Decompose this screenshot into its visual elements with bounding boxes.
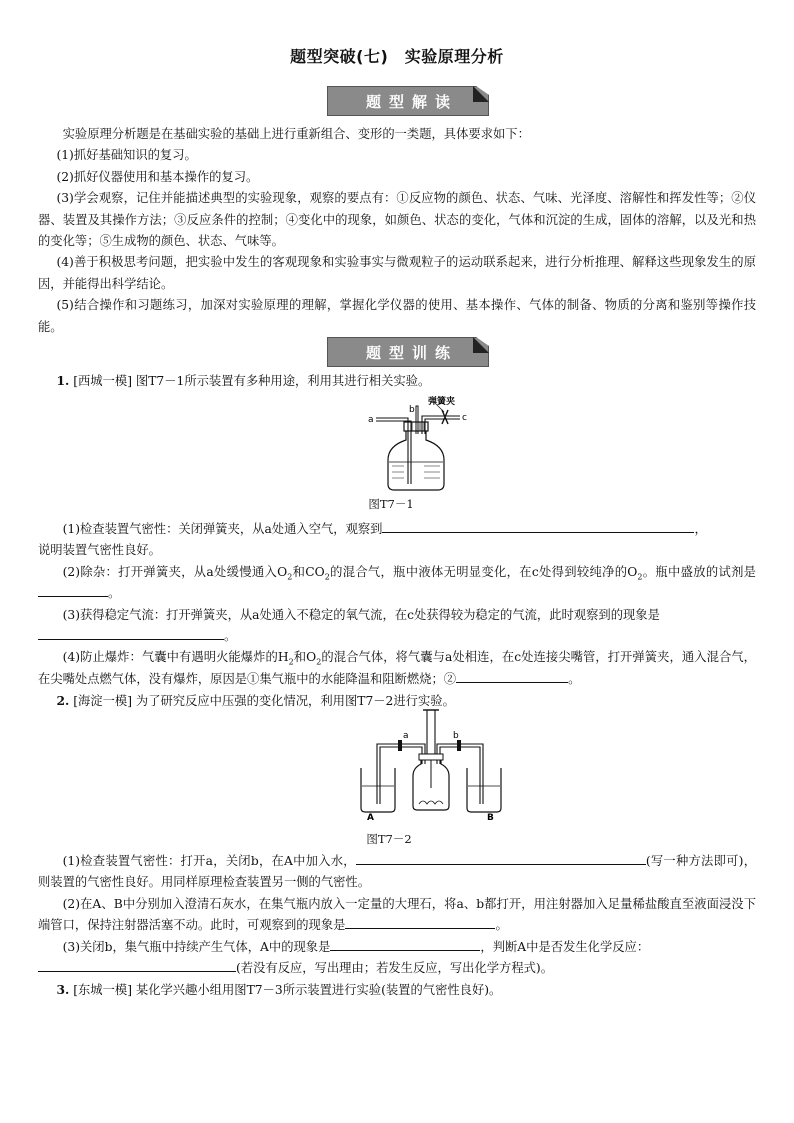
- intro-item: (2)抓好仪器使用和基本操作的复习。: [56, 169, 259, 184]
- beaker-a: [361, 768, 395, 812]
- intro-lead: 实验原理分析题是在基础实验的基础上进行重新组合、变形的一类题，具体要求如下：: [62, 127, 530, 141]
- question-number: 2.: [56, 693, 70, 709]
- intro-section: [38, 124, 756, 338]
- syringe: [427, 710, 435, 754]
- figure-caption: 图T7－2: [366, 832, 412, 846]
- answer-blank[interactable]: [38, 583, 108, 597]
- label-clip: 弹簧夹: [428, 397, 456, 407]
- label-B: B: [487, 813, 494, 820]
- q2-part1-text: (1)检查装置气密性：打开a，关闭b，在A中加入水，: [62, 854, 356, 868]
- answer-blank[interactable]: [456, 669, 568, 683]
- q1-part1-punct: ，: [694, 522, 707, 536]
- answer-blank[interactable]: [38, 958, 236, 972]
- figure-caption: 图T7－1: [368, 497, 414, 511]
- beaker-b: [467, 768, 501, 812]
- section-banner-intro: [327, 86, 489, 116]
- bottle-outline: [388, 430, 444, 490]
- q3-stem-text: [东城一模] 某化学兴趣小组用图T7－3所示装置进行实验(装置的气密性良好)。: [73, 983, 502, 998]
- label-b: b: [453, 731, 459, 741]
- label-a: a: [368, 415, 374, 425]
- question-number: 1.: [56, 373, 70, 388]
- q1-part4-text: (4)防止爆炸：气囊中有遇明火能爆炸的H: [62, 650, 289, 665]
- answer-blank[interactable]: [38, 626, 224, 640]
- figure-t7-2: [351, 708, 511, 820]
- page-title: 题型突破(七) 实验原理分析: [290, 47, 504, 66]
- banner-label: 题型解读: [365, 92, 458, 111]
- question-number: 3.: [56, 982, 70, 998]
- clip-b: [457, 740, 461, 751]
- q2-stem-text: [海淀一模] 为了研究反应中压强的变化情况，利用图T7－2进行实验。: [73, 694, 455, 709]
- q2-body: (1)检查装置气密性：打开a，关闭b，在A中加入水， (写一种方法即可)，则装置的气密性良好。用同样原理检查装置另一侧的气密性。 (2)在A、B中分别加入澄清石灰水，在集气瓶内放入一定量的大理石，将a、b都打开，用注射器加入足量稀盐酸直至液面浸没下端管口，保持注射器活塞不动。此时，可观察到的现象是 。 (3)关闭b，集气瓶中持续产生气体，A中的现象是 ，判断A中是否发生化学反应： (若没有反应，写出理由；若发生反应，写出化学方程式)。 3. [东城一模] 某化学兴趣小组用图T7－3所示装置进行实验(装置的气密性良好)。: [38, 851, 756, 1002]
- figure-t7-1: [368, 394, 478, 494]
- intro-item: (4)善于积极思考问题，把实验中发生的客观现象和实验事实与微观粒子的运动联系起来，进行分析推理、解释这些现象发生的原因，并能得出科学结论。: [38, 255, 756, 291]
- intro-item: (5)结合操作和习题练习，加深对实验原理的理解，掌握化学仪器的使用、基本操作、气体的制备、物质的分离和鉴别等操作技能。: [38, 298, 756, 334]
- answer-blank[interactable]: [330, 937, 480, 951]
- clip-a: [398, 740, 402, 751]
- q1-part1-text: (1)检查装置气密性：关闭弹簧夹，从a处通入空气，观察到: [62, 522, 383, 536]
- label-A: A: [367, 813, 374, 820]
- q2-part2-text: (2)在A、B中分别加入澄清石灰水，在集气瓶内放入一定量的大理石，将a、b都打开，用注射器加入足量稀盐酸直至液面浸没下端管口，保持注射器活塞不动。此时，可观察到的现象是: [38, 896, 756, 933]
- q1-stem: [38, 370, 756, 392]
- q1-part2-text: (2)除杂：打开弹簧夹，从a处缓慢通入O: [62, 564, 288, 579]
- label-a: a: [403, 731, 409, 741]
- q1-part1-tail: 说明装置气密性良好。: [38, 543, 161, 558]
- answer-blank[interactable]: [345, 915, 495, 929]
- q1-stem-text: [西城一模] 图T7－1所示装置有多种用途，利用其进行相关实验。: [73, 374, 431, 388]
- intro-item: (3)学会观察，记住并能描述典型的实验现象，观察的要点有：①反应物的颜色、状态、气味、光泽度、溶解性和挥发性等；②仪器、装置及其操作方法；③反应条件的控制；④变化中的现象，如颜色、状态的变化，气体和沉淀的生成，固体的溶解，以及光和热的变化等；⑤生成物的颜色、状态、气味等。: [38, 191, 756, 249]
- answer-blank[interactable]: [356, 851, 646, 865]
- section-banner-practice: [327, 337, 489, 367]
- q2-part3-text: (3)关闭b，集气瓶中持续产生气体，A中的现象是: [62, 939, 331, 954]
- intro-item: (1)抓好基础知识的复习。: [56, 148, 197, 163]
- q1-part3-text: (3)获得稳定气流：打开弹簧夹，从a处通入不稳定的氧气流，在c处获得较为稳定的气流，此时观察到的现象是: [62, 607, 660, 622]
- q1-body: (1)检查装置气密性：关闭弹簧夹，从a处通入空气，观察到 ， 说明装置气密性良好。 (2)除杂：打开弹簧夹，从a处缓慢通入$O_2$和$CO_2$的混合气，瓶中液体无明显变化，在c处得到较纯净的$O_2$。瓶中盛放的试剂是。 (3)获得稳定气流：打开弹簧夹，从a处通入不稳定的氧气流，在c处获得较为稳定的气流，此时观察到的现象是 。 (4)防止爆炸：气囊中有遇明火能爆炸的$H_2$和$O_2$的混合气体，将气囊与a处相连，在c处连接尖嘴管，打开弹簧夹，通入混合气，在尖嘴处点燃气体，没有爆炸，原因是①集气瓶中的水能降温和阻断燃烧；② 。 2. [海淀一模] 为了研究反应中压强的变化情况，利用图T7－2进行实验。: [38, 519, 756, 713]
- spring-clip: [442, 410, 448, 424]
- label-b: b: [409, 405, 415, 415]
- label-c: c: [462, 413, 467, 423]
- answer-blank[interactable]: [382, 519, 694, 533]
- banner-label: 题型训练: [365, 343, 458, 362]
